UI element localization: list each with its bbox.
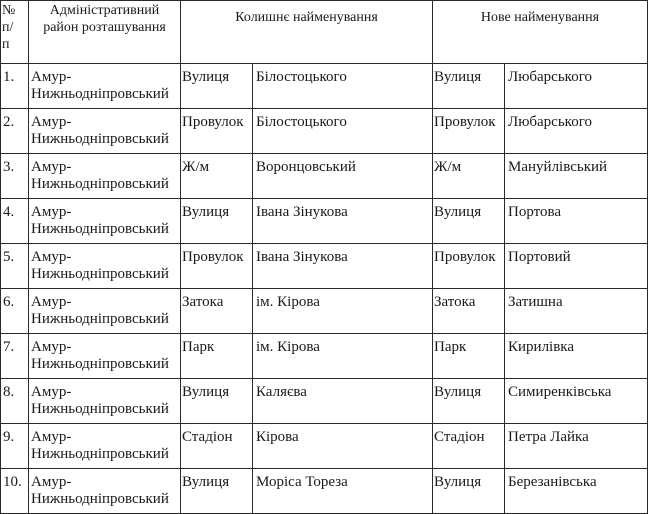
row-number: 10. — [1, 469, 29, 514]
row-old-type: Провулок — [181, 244, 253, 289]
row-district-line-2: Нижньодніпровський — [31, 176, 169, 192]
table-row — [1, 64, 648, 109]
row-district-line-1: Амур- — [31, 69, 72, 85]
row-district-line-2: Нижньодніпровський — [31, 266, 169, 282]
row-old-name: ім. Кірова — [253, 289, 433, 334]
row-district-line-2: Нижньодніпровський — [31, 86, 169, 102]
row-new-type: Вулиця — [433, 64, 505, 109]
table-row — [1, 109, 648, 154]
table-row — [1, 424, 648, 469]
row-new-name: Мануйлівський — [505, 154, 648, 199]
row-number: 3. — [1, 154, 29, 199]
row-district — [29, 289, 181, 334]
row-district — [29, 469, 181, 514]
row-district-line-1: Амур- — [31, 114, 72, 130]
row-district-line-1: Амур- — [31, 429, 72, 445]
row-district — [29, 244, 181, 289]
row-new-name: Любарського — [505, 64, 648, 109]
row-district — [29, 334, 181, 379]
row-district-line-2: Нижньодніпровський — [31, 356, 169, 372]
row-new-type: Вулиця — [433, 469, 505, 514]
row-new-type: Вулиця — [433, 199, 505, 244]
header-number — [1, 1, 29, 64]
row-old-type: Вулиця — [181, 379, 253, 424]
row-old-name: Білостоцького — [253, 64, 433, 109]
row-old-name: Івана Зінукова — [253, 199, 433, 244]
row-new-type: Провулок — [433, 109, 505, 154]
row-district-line-1: Амур- — [31, 339, 72, 355]
table-header-row — [1, 1, 648, 64]
row-old-type: Ж/м — [181, 154, 253, 199]
row-number: 2. — [1, 109, 29, 154]
row-old-name: ім. Кірова — [253, 334, 433, 379]
row-district-line-2: Нижньодніпровський — [31, 446, 169, 462]
row-number: 9. — [1, 424, 29, 469]
header-number-line-1: № — [2, 3, 16, 18]
row-district-line-2: Нижньодніпровський — [31, 131, 169, 147]
row-old-name: Кірова — [253, 424, 433, 469]
header-number-line-3: п — [2, 37, 10, 52]
row-number: 7. — [1, 334, 29, 379]
row-new-name: Кирилівка — [505, 334, 648, 379]
header-district-line-1: Адміністративний — [49, 3, 160, 18]
table-row — [1, 244, 648, 289]
row-new-name: Березанівська — [505, 469, 648, 514]
row-district-line-1: Амур- — [31, 204, 72, 220]
row-district-line-1: Амур- — [31, 384, 72, 400]
row-old-type: Парк — [181, 334, 253, 379]
row-district — [29, 424, 181, 469]
table-row — [1, 289, 648, 334]
row-new-name: Портова — [505, 199, 648, 244]
row-new-type: Парк — [433, 334, 505, 379]
row-old-name: Воронцовський — [253, 154, 433, 199]
row-old-type: Провулок — [181, 109, 253, 154]
row-new-name: Любарського — [505, 109, 648, 154]
row-district — [29, 64, 181, 109]
row-new-name: Затишна — [505, 289, 648, 334]
row-number: 4. — [1, 199, 29, 244]
row-new-type: Провулок — [433, 244, 505, 289]
row-old-type: Стадіон — [181, 424, 253, 469]
row-new-type: Ж/м — [433, 154, 505, 199]
header-district-line-2: район розташування — [43, 20, 166, 35]
row-district-line-1: Амур- — [31, 294, 72, 310]
row-district-line-1: Амур- — [31, 159, 72, 175]
row-old-type: Вулиця — [181, 64, 253, 109]
row-old-name: Білостоцького — [253, 109, 433, 154]
row-old-type: Вулиця — [181, 469, 253, 514]
row-old-name: Моріса Тореза — [253, 469, 433, 514]
row-number: 6. — [1, 289, 29, 334]
table-row — [1, 379, 648, 424]
header-old-name: Колишнє найменування — [181, 1, 433, 64]
header-new-name: Нове найменування — [433, 1, 648, 64]
row-old-type: Затока — [181, 289, 253, 334]
table-body — [1, 1, 648, 514]
row-district-line-2: Нижньодніпровський — [31, 311, 169, 327]
row-district-line-2: Нижньодніпровський — [31, 401, 169, 417]
row-district — [29, 199, 181, 244]
row-old-name: Каляєва — [253, 379, 433, 424]
row-number: 8. — [1, 379, 29, 424]
row-district-line-2: Нижньодніпровський — [31, 491, 169, 507]
table-row — [1, 334, 648, 379]
row-new-name: Петра Лайка — [505, 424, 648, 469]
row-district — [29, 109, 181, 154]
table-row — [1, 469, 648, 514]
row-district-line-1: Амур- — [31, 474, 72, 490]
header-number-line-2: п/ — [2, 20, 14, 35]
row-new-name: Портовий — [505, 244, 648, 289]
row-old-type: Вулиця — [181, 199, 253, 244]
row-new-type: Затока — [433, 289, 505, 334]
row-district-line-1: Амур- — [31, 249, 72, 265]
row-new-name: Симиренківська — [505, 379, 648, 424]
row-old-name: Івана Зінукова — [253, 244, 433, 289]
row-number: 1. — [1, 64, 29, 109]
table-row — [1, 199, 648, 244]
row-district-line-2: Нижньодніпровський — [31, 221, 169, 237]
table-row — [1, 154, 648, 199]
row-district — [29, 154, 181, 199]
row-district — [29, 379, 181, 424]
header-district — [29, 1, 181, 64]
row-new-type: Вулиця — [433, 379, 505, 424]
row-number: 5. — [1, 244, 29, 289]
row-new-type: Стадіон — [433, 424, 505, 469]
